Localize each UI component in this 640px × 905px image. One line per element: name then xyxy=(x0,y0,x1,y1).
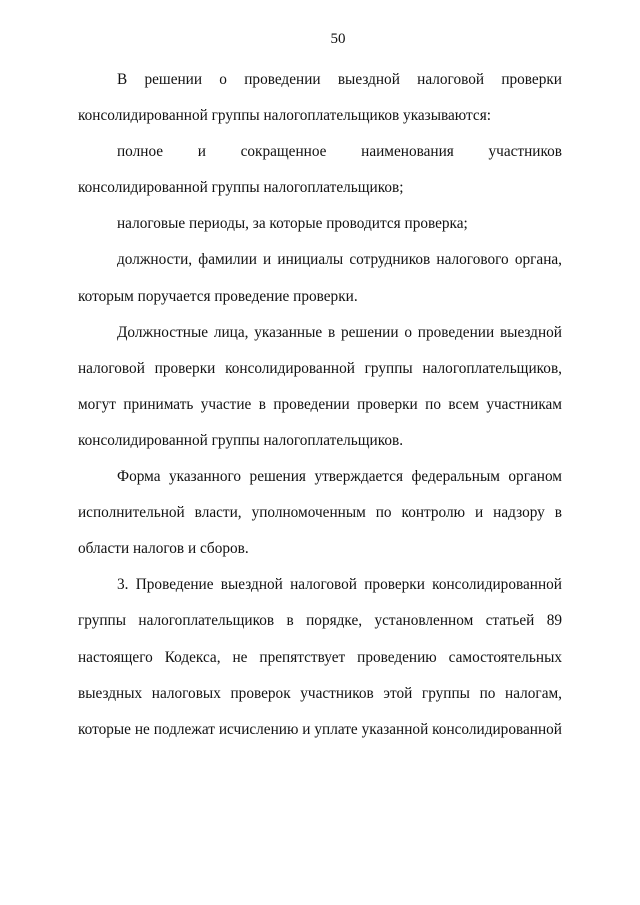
text-line: группы налогоплательщиков в порядке, установленном статьей 89 xyxy=(78,612,562,630)
text-line: налоговые периоды, за которые проводится проверка; xyxy=(117,215,468,233)
text-line: консолидированной группы налогоплательщиков; xyxy=(78,179,404,197)
text-line: консолидированной группы налогоплательщиков. xyxy=(78,431,404,449)
page-number: 50 xyxy=(330,31,346,47)
text-line: которые не подлежат исчислению и уплате указанной консолидированной xyxy=(78,720,562,738)
text-line: В решении о проведении выездной налоговой проверки xyxy=(117,71,562,88)
text-line: могут принимать участие в проведении проверки по всем участникам xyxy=(78,395,562,413)
text-line: консолидированной группы налогоплательщиков указываются: xyxy=(78,107,491,125)
text-line: которым поручается проведение проверки. xyxy=(78,287,358,305)
text-line: налоговой проверки консолидированной группы налогоплательщиков, xyxy=(78,359,562,377)
text-line: полное и сокращенное наименования участников xyxy=(117,143,562,161)
text-line: должности, фамилии и инициалы сотрудников налогового органа, xyxy=(117,251,562,269)
text-line: 3. Проведение выездной налоговой проверки консолидированной xyxy=(117,576,562,594)
text-line: области налогов и сборов. xyxy=(78,540,249,558)
text-line: Форма указанного решения утверждается федеральным органом xyxy=(117,468,562,486)
text-line: исполнительной власти, уполномоченным по контролю и надзору в xyxy=(78,504,562,522)
text-line: выездных налоговых проверок участников этой группы по налогам, xyxy=(78,684,562,702)
document-body xyxy=(78,62,562,748)
text-line: настоящего Кодекса, не препятствует проведению самостоятельных xyxy=(78,648,562,666)
text-line: Должностные лица, указанные в решении о проведении выездной xyxy=(117,323,562,341)
